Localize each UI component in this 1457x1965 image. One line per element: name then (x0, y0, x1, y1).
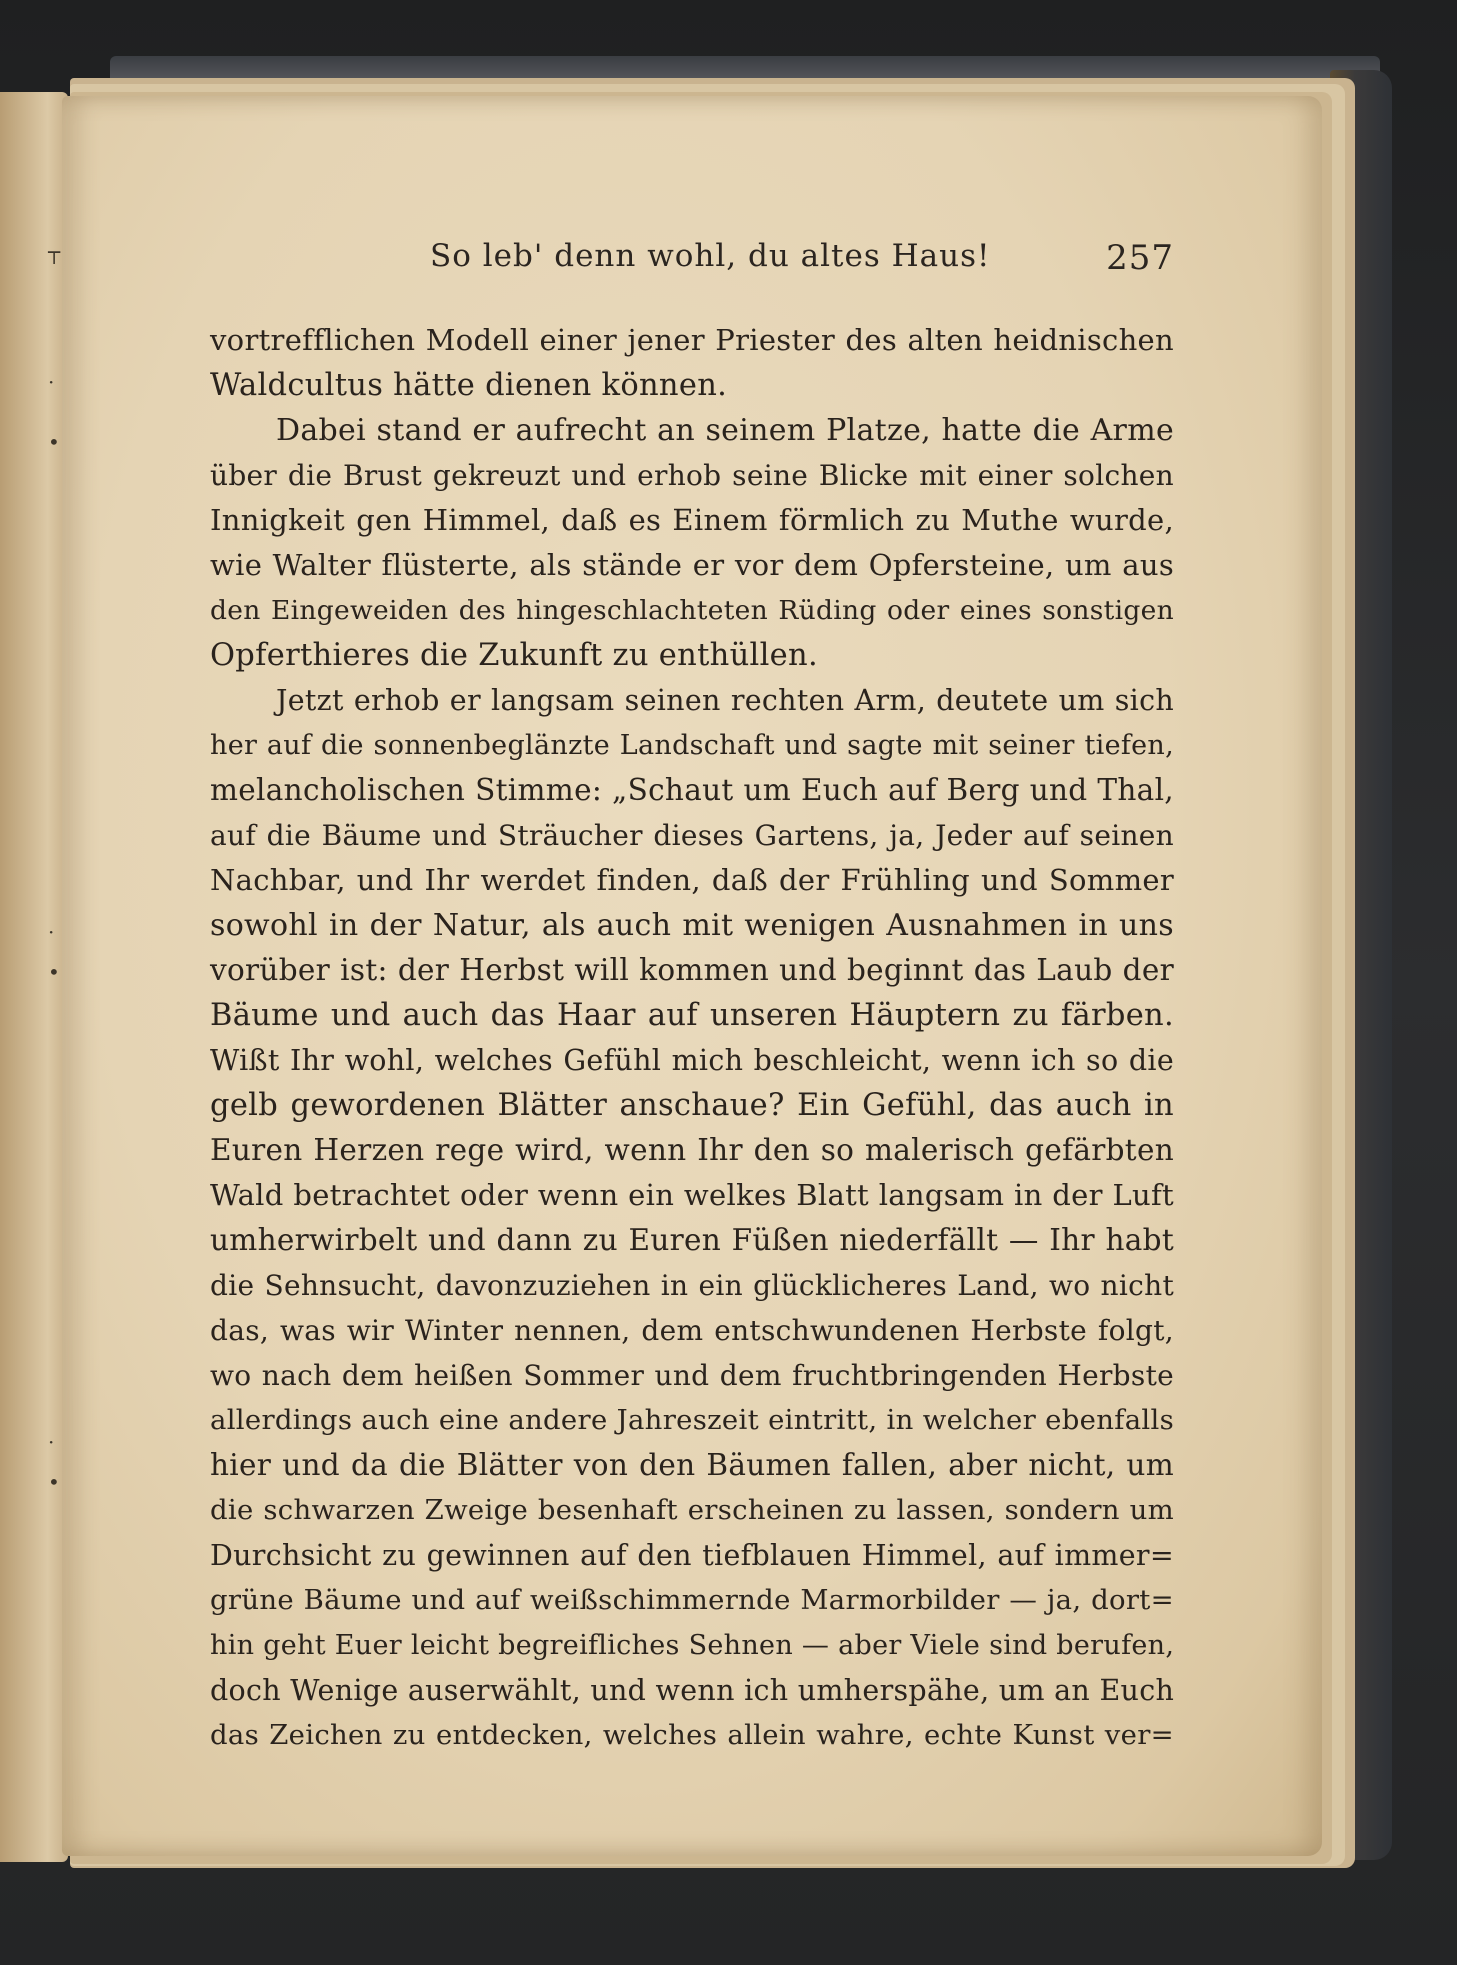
text-line: Waldcultus hätte dienen können. (210, 368, 728, 403)
text-line: hier und da die Blätter von den Bäumen fallen, aber nicht, um (210, 1448, 1174, 1482)
binding-mark: • (48, 430, 60, 454)
text-line: über die Brust gekreuzt und erhob seine Blicke mit einer solchen (210, 459, 1174, 492)
binding-mark: ┬ (48, 240, 61, 264)
text-line: melancholischen Stimme: „Schaut um Euch auf Berg und Thal, (210, 773, 1174, 807)
text-line: Jetzt erhob er langsam seinen rechten Arm, deutete um sich (276, 684, 1174, 717)
text-line: Bäume und auch das Haar auf unseren Häuptern zu färben. (210, 998, 1174, 1033)
text-line: sowohl in der Natur, als auch mit wenigen Ausnahmen in uns (210, 908, 1174, 943)
text-line: gelb gewordenen Blätter anschaue? Ein Gefühl, das auch in (210, 1088, 1174, 1123)
text-line: den Eingeweiden des hingeschlachteten Rüding oder eines sonstigen (210, 595, 1174, 626)
body-text (210, 318, 1174, 1758)
text-line: die schwarzen Zweige besenhaft erscheinen zu lassen, sondern um (210, 1494, 1174, 1526)
text-line: wo nach dem heißen Sommer und dem fruchtbringenden Herbste (210, 1359, 1174, 1392)
text-line: hin geht Euer leicht begreifliches Sehnen — aber Viele sind berufen, (210, 1630, 1175, 1661)
text-line: Opferthieres die Zukunft zu enthüllen. (210, 638, 818, 673)
text-line: Innigkeit gen Himmel, daß es Einem förmlich zu Muthe wurde, (210, 503, 1174, 537)
binding-mark: · (48, 370, 55, 394)
binding-mark: · (48, 1430, 55, 1454)
text-line: allerdings auch eine andere Jahreszeit eintritt, in welcher ebenfalls (210, 1404, 1174, 1436)
text-line: Nachbar, und Ihr werdet finden, daß der Frühling und Sommer (210, 863, 1174, 897)
text-line: grüne Bäume und auf weißschimmernde Marmorbilder — ja, dort= (210, 1584, 1174, 1616)
running-head (210, 238, 1174, 278)
paragraph (210, 408, 1174, 678)
text-line: auf die Bäume und Sträucher dieses Gartens, ja, Jeder auf seinen (210, 819, 1174, 852)
binding-mark: • (48, 1470, 60, 1494)
text-line: doch Wenige auserwählt, und wenn ich umherspähe, um an Euch (210, 1674, 1175, 1707)
paragraph (210, 318, 1174, 408)
paragraph (210, 678, 1174, 1758)
facing-page-edge (0, 92, 68, 1862)
text-line: Dabei stand er aufrecht an seinem Platze, hatte die Arme (276, 413, 1174, 448)
text-line: die Sehnsucht, davonzuziehen in ein glücklicheres Land, wo nicht (210, 1269, 1174, 1302)
page-number: 257 (1106, 238, 1174, 278)
text-line: Durchsicht zu gewinnen auf den tiefblauen Himmel, auf immer= (210, 1539, 1174, 1572)
text-line: das, was wir Winter nennen, dem entschwundenen Herbste folgt, (210, 1314, 1174, 1347)
text-line: vorüber ist: der Herbst will kommen und beginnt das Laub der (210, 953, 1174, 987)
text-line: das Zeichen zu entdecken, welches allein wahre, echte Kunst ver= (210, 1719, 1174, 1751)
binding-mark: · (48, 920, 55, 944)
text-line: vortrefflichen Modell einer jener Priester des alten heidnischen (210, 323, 1174, 357)
text-line: umherwirbelt und dann zu Euren Füßen niederfällt — Ihr habt (210, 1223, 1174, 1257)
text-line: Wald betrachtet oder wenn ein welkes Blatt langsam in der Luft (210, 1178, 1174, 1212)
text-line: Euren Herzen rege wird, wenn Ihr den so malerisch gefärbten (210, 1133, 1174, 1167)
text-line: her auf die sonnenbeglänzte Landschaft und sagte mit seiner tiefen, (210, 730, 1174, 761)
running-title: So leb' denn wohl, du altes Haus! (430, 238, 991, 274)
text-line: Wißt Ihr wohl, welches Gefühl mich beschleicht, wenn ich so die (210, 1044, 1174, 1077)
binding-mark: • (48, 960, 60, 984)
text-line: wie Walter flüsterte, als stände er vor dem Opfersteine, um aus (210, 548, 1174, 582)
